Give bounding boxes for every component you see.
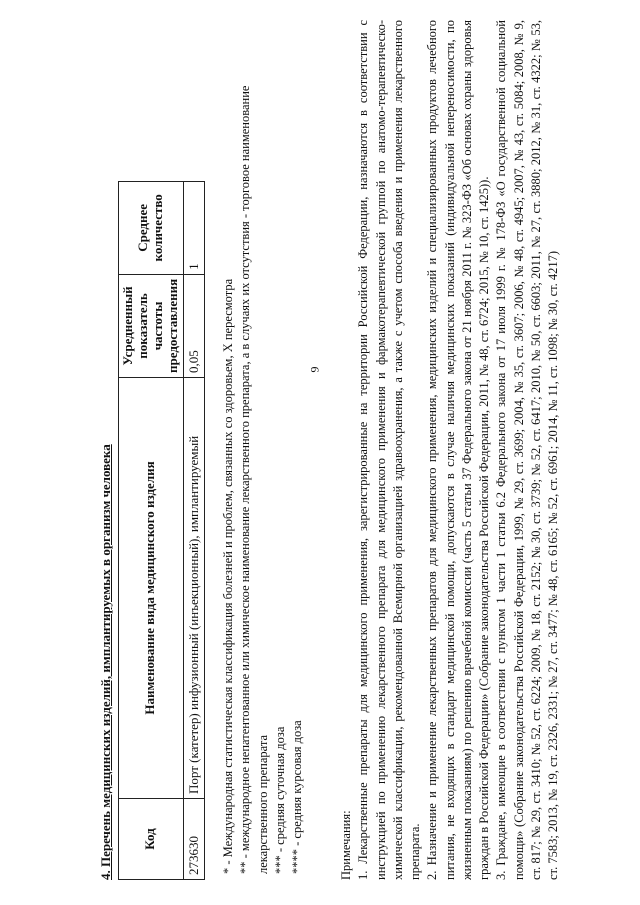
page-content <box>70 0 640 880</box>
header-indicator: Усредненный показатель частоты предоставления <box>119 274 184 377</box>
section-title: 4. Перечень медицинских изделий, имплантируемых в организм человека <box>98 444 113 880</box>
notes <box>338 20 562 880</box>
note-item: 2. Назначение и применение лекарственных препаратов для медицинского применения, медицинских изделий и специализированных продуктов лечебного питания, не входящих в стандарт медицинской помощи, допускаются в случае наличия медицинских показаний (индивидуальной непереносимости, по жизненным показаниям) по решению врачебной комиссии (часть 5 статьи 37 Федерального закона от 21 ноября 2011 г. № 323-ФЗ «Об основах охраны здоровья граждан в Российской Федерации» (Собрание законодательства Российской Федерации, 2011, № 48, ст. 6724; 2015, № 10, ст. 1425)). <box>425 20 491 880</box>
legend-item: ** - международное непатентованное или химическое наименование лекарственного препарата, а в случаях их отсутствия - торговое наименование лекарственного препарата <box>238 85 270 874</box>
note-item: 1. Лекарственные препараты для медицинского применения, зарегистрированные на территории Российской Федерации, назначаются в соответствии с инструкцией по применению лекарственного препарата для медицинского применения и фармакотерапевтической группой по анатомо-терапевтическо-химической классификации, рекомендованной Всемирной организацией здравоохранения, а также с учетом способа введения и применения лекарственного препарата. <box>356 20 422 880</box>
legend <box>220 0 306 874</box>
legend-item: *** - средняя суточная доза <box>272 726 287 874</box>
page-number: 9 <box>307 366 322 373</box>
cell-code: 273630 <box>183 799 204 880</box>
note-item: 3. Граждане, имеющие в соответствии с пунктом 1 части 1 статьи 6.2 Федерального закона от 17 июля 1999 г. № 178-ФЗ «О государственной социальной помощи» (Собрание законодательства Российской Федерации, 1999, № 29, ст. 3699; 2004, № 35, ст. 3607; 2006, № 48, ст. 4945; 2007, № 43, ст. 5084; 2008, № 9, ст. 817; № 29, ст. 3410; № 52, ст. 6224; 2009, № 18, ст. 2152; № 30, ст. 3739; № 52, ст. 6417; 2010, № 50, ст. 6603; 2011, № 27, ст. 3880; 2012, № 31, ст. 4322; № 53, ст. 7583; 2013, № 19, ст. 2326, 2331; № 27, ст. 3477; № 48, ст. 6165; № 52, ст. 6961; 2014, № 11, ст. 1098; № 30, ст. 4217) <box>494 20 560 880</box>
table-header-row <box>119 181 184 879</box>
header-code: Код <box>119 799 184 880</box>
notes-title: Примечания: <box>339 810 353 880</box>
cell-average: 1 <box>183 181 204 274</box>
header-name: Наименование вида медицинского изделия <box>119 378 184 799</box>
medical-devices-table <box>118 181 205 880</box>
cell-indicator: 0,05 <box>183 274 204 377</box>
header-average: Среднее количество <box>119 181 184 274</box>
table-row <box>183 181 204 879</box>
cell-name: Порт (катетер) инфузионный (инъекционный), имплантируемый <box>183 378 204 799</box>
legend-item: * - Международная статистическая классификация болезней и проблем, связанных со здоровьем, X пересмотра <box>221 278 235 874</box>
legend-item: **** - средняя курсовая доза <box>290 720 304 874</box>
